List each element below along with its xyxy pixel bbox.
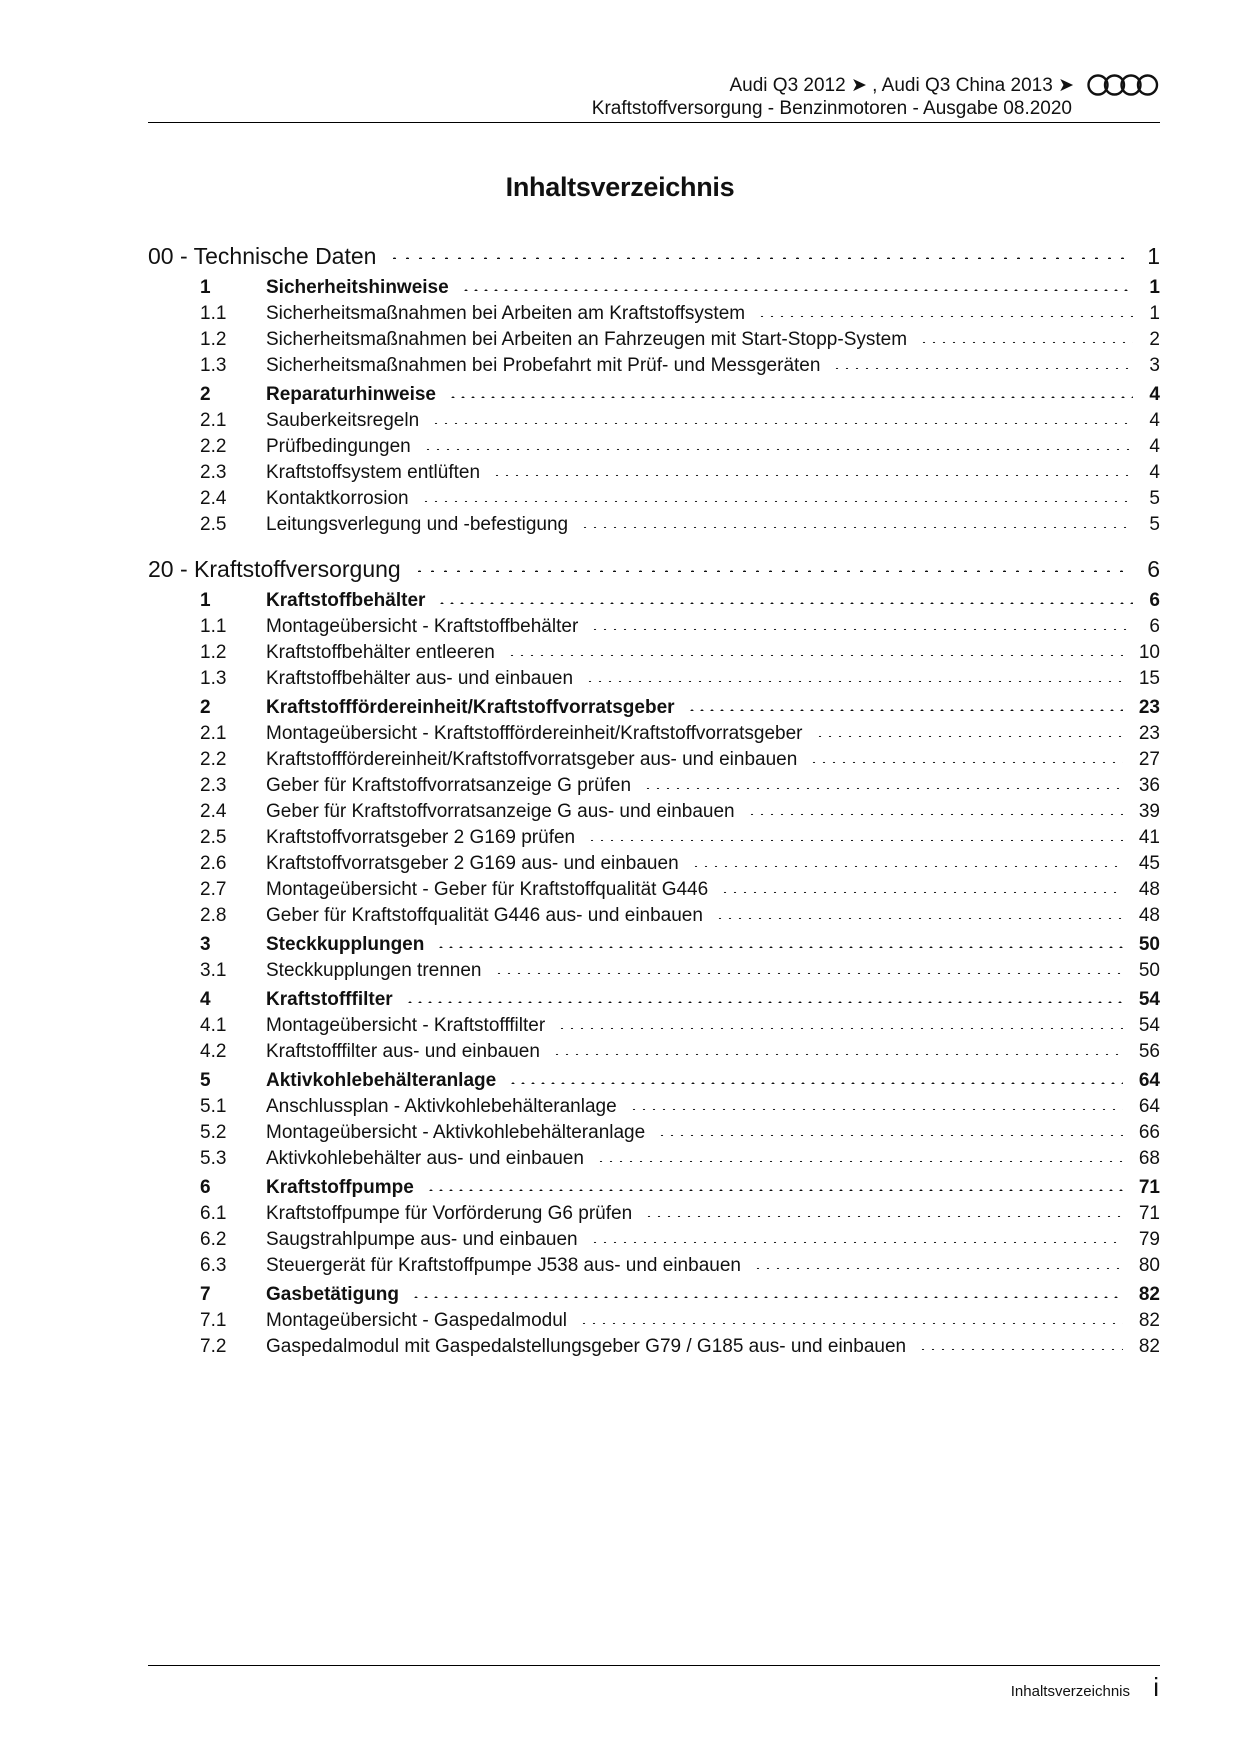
toc-page-number: 64 (1127, 1096, 1160, 1118)
toc-entry-number: 2.5 (200, 514, 227, 535)
toc-entry-title: Kraftstoffbehälter aus- und einbauen (266, 668, 581, 690)
toc-row-item[interactable] (148, 641, 1160, 665)
toc-leader-dots (747, 813, 1123, 815)
toc-entry-number: 2.1 (200, 723, 227, 744)
toc-entry-number: 2.8 (200, 905, 227, 926)
toc-row-item[interactable] (148, 826, 1160, 850)
toc-entry-number: 2.7 (200, 879, 227, 900)
toc-page-number: 50 (1127, 934, 1160, 956)
toc-entry-title: Reparaturhinweise (266, 384, 444, 406)
toc-entry-title: Gaspedalmodul mit Gaspedalstellungsgeber G79 / G185 aus- und einbauen (266, 1336, 914, 1358)
toc-leader-dots (590, 628, 1133, 630)
toc-entry-title: Kraftstofffilter (266, 989, 401, 1011)
toc-row-item[interactable] (148, 1147, 1160, 1171)
toc-page-number: 54 (1127, 989, 1160, 1011)
toc-page-number: 6 (1137, 590, 1160, 612)
toc-page-number: 66 (1127, 1122, 1160, 1144)
toc-entry-title: 20 - Kraftstoffversorgung (148, 556, 409, 583)
toc-row-item[interactable] (148, 800, 1160, 824)
toc-row-item[interactable] (148, 748, 1160, 772)
toc-leader-dots (448, 396, 1133, 398)
toc-entry-number: 6 (200, 1177, 211, 1198)
toc-page-number: 68 (1127, 1148, 1160, 1170)
toc-entry-title: Kraftstoffbehälter (266, 590, 433, 612)
toc-entry-number: 2 (200, 384, 211, 405)
toc-row-item[interactable] (148, 1309, 1160, 1333)
toc-leader-dots (421, 500, 1133, 502)
toc-entry-number: 1.2 (200, 642, 227, 663)
toc-entry-number: 2.3 (200, 462, 227, 483)
toc-leader-dots (426, 1189, 1123, 1191)
toc-entry-number: 5.1 (200, 1096, 227, 1117)
toc-entry-title: Montageübersicht - Kraftstofffördereinheit/Kraftstoffvorratsgeber (266, 723, 811, 745)
toc-entry-number: 1.1 (200, 303, 227, 324)
toc-leader-dots (590, 1241, 1123, 1243)
toc-page-number: 45 (1127, 853, 1160, 875)
toc-row-item[interactable] (148, 852, 1160, 876)
toc-entry-title: Kontaktkorrosion (266, 488, 417, 510)
toc-page-number: 23 (1127, 723, 1160, 745)
toc-row-section[interactable] (148, 696, 1160, 720)
toc-leader-dots (492, 474, 1133, 476)
toc-entry-title: Sicherheitsmaßnahmen bei Arbeiten an Fahrzeugen mit Start-Stopp-System (266, 329, 915, 351)
toc-entry-title: Kraftstoffsystem entlüften (266, 462, 488, 484)
toc-row-item[interactable] (148, 959, 1160, 983)
toc-entry-title: Saugstrahlpumpe aus- und einbauen (266, 1229, 586, 1251)
toc-leader-dots (832, 367, 1133, 369)
toc-entry-title: 00 - Technische Daten (148, 243, 384, 270)
toc-entry-title: Kraftstofffördereinheit/Kraftstoffvorratsgeber aus- und einbauen (266, 749, 805, 771)
toc-leader-dots (494, 972, 1123, 974)
toc-leader-dots (629, 1108, 1123, 1110)
toc-entry-title: Kraftstofffilter aus- und einbauen (266, 1041, 548, 1063)
toc-leader-dots (919, 341, 1133, 343)
toc-entry-title: Anschlussplan - Aktivkohlebehälteranlage (266, 1096, 625, 1118)
toc-row-section[interactable] (148, 988, 1160, 1012)
toc-page-number: 48 (1127, 905, 1160, 927)
toc-row-item[interactable] (148, 409, 1160, 433)
toc-entry-number: 5.2 (200, 1122, 227, 1143)
footer-label: Inhaltsverzeichnis (1010, 1683, 1130, 1700)
toc-row-item[interactable] (148, 328, 1160, 352)
toc-page-number: 6 (1135, 556, 1160, 583)
toc-row-chapter[interactable] (148, 552, 1160, 586)
toc-entry-title: Leitungsverlegung und -befestigung (266, 514, 576, 536)
toc-entry-title: Montageübersicht - Kraftstofffilter (266, 1015, 553, 1037)
toc-entry-title: Aktivkohlebehälter aus- und einbauen (266, 1148, 592, 1170)
toc-leader-dots (753, 1267, 1123, 1269)
toc-leader-dots (413, 570, 1131, 572)
toc-row-item[interactable] (148, 513, 1160, 537)
toc-leader-dots (918, 1348, 1123, 1350)
toc-leader-dots (508, 1082, 1123, 1084)
toc-row-item[interactable] (148, 1121, 1160, 1145)
toc-entry-title: Montageübersicht - Gaspedalmodul (266, 1310, 575, 1332)
toc-row-item[interactable] (148, 878, 1160, 902)
toc-page-number: 6 (1137, 616, 1160, 638)
toc-entry-title: Sicherheitsmaßnahmen bei Arbeiten am Kraftstoffsystem (266, 303, 753, 325)
toc-entry-number: 7.2 (200, 1336, 227, 1357)
toc-entry-number: 2.5 (200, 827, 227, 848)
toc-entry-title: Steuergerät für Kraftstoffpumpe J538 aus- und einbauen (266, 1255, 749, 1277)
toc-row-item[interactable] (148, 1335, 1160, 1359)
toc-entry-number: 5.3 (200, 1148, 227, 1169)
toc-row-item[interactable] (148, 1095, 1160, 1119)
toc-entry-number: 6.3 (200, 1255, 227, 1276)
toc-page-number: 15 (1127, 668, 1160, 690)
toc-page-number: 1 (1137, 277, 1160, 299)
toc-entry-number: 1.3 (200, 355, 227, 376)
toc-entry-number: 1 (200, 590, 211, 611)
toc-entry-title: Kraftstoffbehälter entleeren (266, 642, 503, 664)
toc-row-section[interactable] (148, 383, 1160, 407)
toc-entry-title: Gasbetätigung (266, 1284, 407, 1306)
toc-page-number: 82 (1127, 1284, 1160, 1306)
toc-page-number: 50 (1127, 960, 1160, 982)
toc-page-number: 82 (1127, 1336, 1160, 1358)
toc-page-number: 4 (1137, 384, 1160, 406)
toc-leader-dots (585, 680, 1123, 682)
toc-leader-dots (715, 917, 1123, 919)
toc-entry-title: Kraftstoffvorratsgeber 2 G169 prüfen (266, 827, 583, 849)
toc-entry-number: 2.3 (200, 775, 227, 796)
toc-entry-number: 2.2 (200, 749, 227, 770)
toc-leader-dots (461, 289, 1133, 291)
toc-page-number: 82 (1127, 1310, 1160, 1332)
toc-leader-dots (720, 891, 1123, 893)
toc-row-item[interactable] (148, 1202, 1160, 1226)
toc-entry-number: 6.2 (200, 1229, 227, 1250)
toc-row-item[interactable] (148, 1014, 1160, 1038)
toc-entry-number: 4.1 (200, 1015, 227, 1036)
toc-page-number: 54 (1127, 1015, 1160, 1037)
toc-entry-title: Geber für Kraftstoffvorratsanzeige G aus- und einbauen (266, 801, 743, 823)
toc-entry-title: Kraftstoffpumpe (266, 1177, 422, 1199)
toc-leader-dots (809, 761, 1123, 763)
toc-page-number: 4 (1137, 410, 1160, 432)
toc-entry-title: Steckkupplungen (266, 934, 432, 956)
toc-page-number: 23 (1127, 697, 1160, 719)
toc-page-number: 4 (1137, 436, 1160, 458)
header-model-line (729, 70, 1160, 100)
toc-entry-title: Steckkupplungen trennen (266, 960, 490, 982)
toc-row-section[interactable] (148, 1283, 1160, 1307)
toc-entry-title: Geber für Kraftstoffqualität G446 aus- und einbauen (266, 905, 711, 927)
header-divider (148, 122, 1160, 123)
toc-page-number: 39 (1127, 801, 1160, 823)
toc-entry-number: 2.6 (200, 853, 227, 874)
toc-entry-title: Prüfbedingungen (266, 436, 419, 458)
toc-leader-dots (423, 448, 1133, 450)
toc-page-number: 56 (1127, 1041, 1160, 1063)
toc-entry-number: 7 (200, 1284, 211, 1305)
toc-row-chapter[interactable] (148, 239, 1160, 273)
toc-leader-dots (552, 1053, 1123, 1055)
toc-leader-dots (411, 1296, 1123, 1298)
toc-leader-dots (557, 1027, 1123, 1029)
toc-row-item[interactable] (148, 774, 1160, 798)
toc-leader-dots (436, 946, 1123, 948)
toc-leader-dots (596, 1160, 1123, 1162)
toc-entry-number: 1.3 (200, 668, 227, 689)
toc-entry-title: Sauberkeitsregeln (266, 410, 427, 432)
toc-row-item[interactable] (148, 487, 1160, 511)
toc-leader-dots (388, 257, 1131, 259)
toc-row-item[interactable] (148, 722, 1160, 746)
toc-row-item[interactable] (148, 615, 1160, 639)
toc-entry-number: 2.1 (200, 410, 227, 431)
toc-row-section[interactable] (148, 1069, 1160, 1093)
toc-row-item[interactable] (148, 435, 1160, 459)
toc-entry-title: Kraftstoffpumpe für Vorförderung G6 prüfen (266, 1203, 640, 1225)
header-subtitle: Kraftstoffversorgung - Benzinmotoren - Ausgabe 08.2020 (591, 98, 1072, 119)
toc-row-section[interactable] (148, 1176, 1160, 1200)
toc-leader-dots (643, 787, 1123, 789)
toc-leader-dots (587, 839, 1123, 841)
toc-leader-dots (757, 315, 1133, 317)
header-model-text: Audi Q3 2012 ➤ , Audi Q3 China 2013 ➤ (729, 74, 1074, 96)
toc-page-number: 64 (1127, 1070, 1160, 1092)
toc-row-item[interactable] (148, 904, 1160, 928)
toc-page-number: 71 (1127, 1203, 1160, 1225)
toc-page-number: 1 (1135, 243, 1160, 270)
toc-leader-dots (507, 654, 1123, 656)
toc-entry-number: 2.4 (200, 801, 227, 822)
toc-row-item[interactable] (148, 1040, 1160, 1064)
toc-entry-number: 1.2 (200, 329, 227, 350)
toc-page-number: 5 (1137, 514, 1160, 536)
toc-entry-number: 4.2 (200, 1041, 227, 1062)
toc-entry-number: 2 (200, 697, 211, 718)
toc-page-number: 41 (1127, 827, 1160, 849)
toc-entry-title: Montageübersicht - Aktivkohlebehälteranlage (266, 1122, 653, 1144)
toc-row-section[interactable] (148, 589, 1160, 613)
toc-page-number: 10 (1127, 642, 1160, 664)
toc-row-item[interactable] (148, 667, 1160, 691)
toc-entry-number: 2.2 (200, 436, 227, 457)
toc-entry-number: 1.1 (200, 616, 227, 637)
toc-entry-title: Aktivkohlebehälteranlage (266, 1070, 504, 1092)
toc-page-number: 2 (1137, 329, 1160, 351)
toc-row-item[interactable] (148, 1254, 1160, 1278)
toc-leader-dots (687, 709, 1123, 711)
toc-entry-number: 7.1 (200, 1310, 227, 1331)
audi-rings-logo (1086, 72, 1160, 98)
toc-leader-dots (657, 1134, 1123, 1136)
toc-entry-number: 3 (200, 934, 211, 955)
footer-divider (148, 1665, 1160, 1666)
toc-leader-dots (815, 735, 1123, 737)
toc-entry-title: Montageübersicht - Kraftstoffbehälter (266, 616, 586, 638)
toc-leader-dots (437, 602, 1133, 604)
toc-row-section[interactable] (148, 276, 1160, 300)
toc-page-number: 48 (1127, 879, 1160, 901)
toc-entry-title: Montageübersicht - Geber für Kraftstoffqualität G446 (266, 879, 716, 901)
toc-page-number: 80 (1127, 1255, 1160, 1277)
toc-page-number: 79 (1127, 1229, 1160, 1251)
toc-leader-dots (405, 1001, 1123, 1003)
toc-entry-title: Geber für Kraftstoffvorratsanzeige G prüfen (266, 775, 639, 797)
toc-row-item[interactable] (148, 302, 1160, 326)
page-title: Inhaltsverzeichnis (505, 172, 735, 202)
toc-entry-title: Kraftstoffvorratsgeber 2 G169 aus- und einbauen (266, 853, 687, 875)
toc-entry-number: 1 (200, 277, 211, 298)
toc-leader-dots (431, 422, 1133, 424)
toc-page-number: 36 (1127, 775, 1160, 797)
toc-leader-dots (691, 865, 1123, 867)
toc-row-section[interactable] (148, 933, 1160, 957)
toc-row-item[interactable] (148, 1228, 1160, 1252)
toc-entry-title: Sicherheitsmaßnahmen bei Probefahrt mit Prüf- und Messgeräten (266, 355, 828, 377)
toc-page-number: 4 (1137, 462, 1160, 484)
toc-leader-dots (580, 526, 1133, 528)
toc-row-item[interactable] (148, 461, 1160, 485)
toc-entry-number: 4 (200, 989, 211, 1010)
toc-leader-dots (579, 1322, 1123, 1324)
toc-entry-title: Sicherheitshinweise (266, 277, 457, 299)
toc-entry-number: 6.1 (200, 1203, 227, 1224)
toc-page-number: 71 (1127, 1177, 1160, 1199)
footer-page-number: i (1153, 1672, 1159, 1702)
toc-entry-number: 2.4 (200, 488, 227, 509)
toc-row-item[interactable] (148, 354, 1160, 378)
toc-leader-dots (644, 1215, 1123, 1217)
toc-page-number: 1 (1137, 303, 1160, 325)
toc-page-number: 5 (1137, 488, 1160, 510)
toc-page-number: 27 (1127, 749, 1160, 771)
toc-page-number: 3 (1137, 355, 1160, 377)
toc-entry-title: Kraftstofffördereinheit/Kraftstoffvorratsgeber (266, 697, 683, 719)
toc-entry-number: 3.1 (200, 960, 227, 981)
toc-entry-number: 5 (200, 1070, 211, 1091)
